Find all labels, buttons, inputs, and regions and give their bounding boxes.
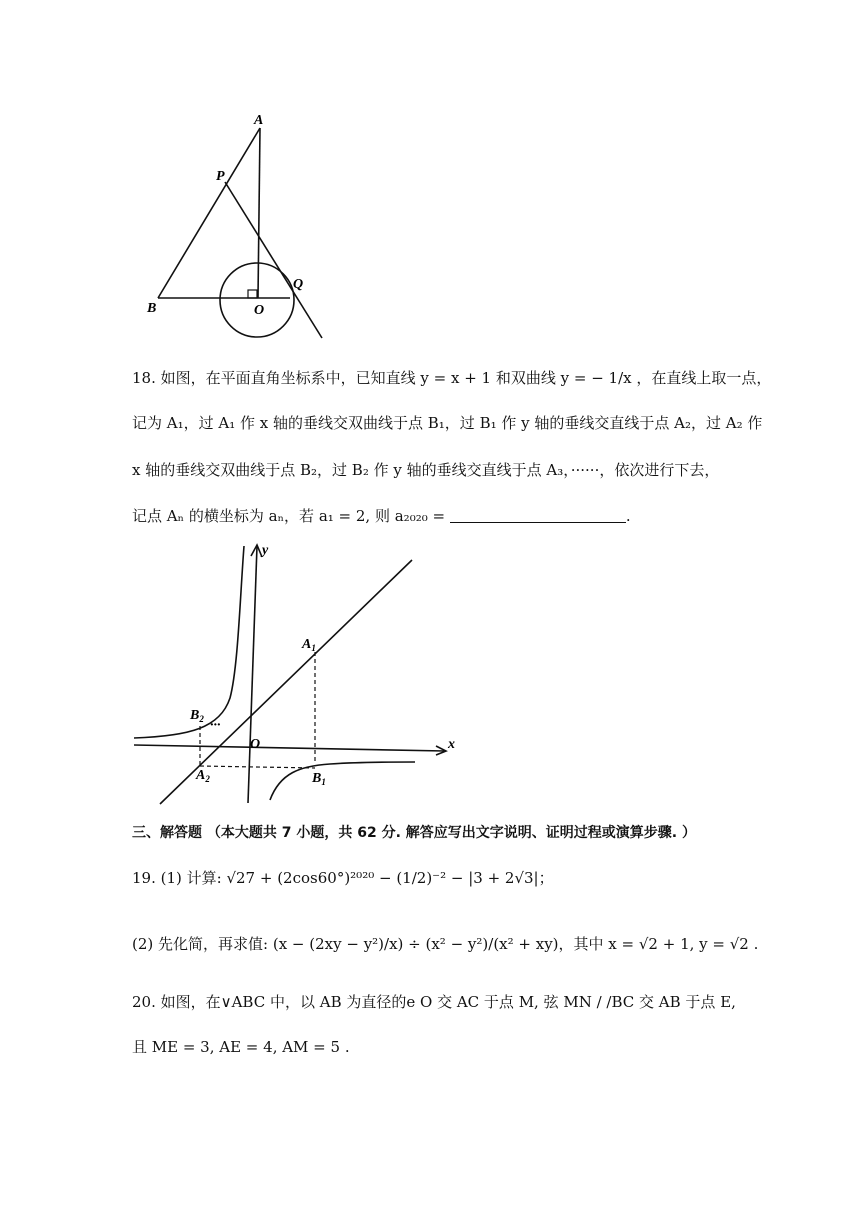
q18-line3: x 轴的垂线交双曲线于点 B₂，过 B₂ 作 y 轴的垂线交直线于点 A₃，······，依次进行下去， — [132, 461, 720, 479]
label-a: A — [254, 113, 264, 128]
label-o: O — [254, 303, 265, 318]
line-pq — [225, 182, 322, 338]
label-a1: $A_1$ — [302, 637, 316, 653]
label-b1: $B_1$ — [312, 771, 326, 787]
figure-triangle-circle — [130, 110, 340, 350]
q18-line4-text: 记点 Aₙ 的横坐标为 aₙ，若 a₁ = 2, 则 a₂₀₂₀ = — [132, 507, 450, 525]
label-origin: O — [250, 737, 261, 752]
q20-line2: 且 ME = 3, AE = 4, AM = 5 . — [132, 1038, 350, 1056]
answer-blank[interactable] — [450, 506, 626, 523]
q18-line4-end: . — [625, 507, 631, 525]
q18-line1: 18. 如图，在平面直角坐标系中，已知直线 y = x + 1 和双曲线 y = − 1/x ，在直线上取一点， — [132, 369, 772, 387]
q18-line2: 记为 A₁，过 A₁ 作 x 轴的垂线交双曲线于点 B₁，过 B₁ 作 y 轴的垂线交直线于点 A₂，过 A₂ 作 — [132, 414, 763, 432]
label-b: B — [147, 301, 157, 316]
dash-a2-b1 — [200, 766, 315, 768]
q18-line4 — [132, 506, 631, 526]
label-a2: $A_2$ — [196, 768, 210, 784]
q19-part1: 19. (1) 计算: √27 + (2cos60°)²⁰²⁰ − (1/2)⁻² − |3 + 2√3|； — [132, 869, 554, 887]
label-b2: $B_2$ — [190, 708, 204, 724]
hyperbola-upper-left — [134, 546, 244, 738]
segment-ao — [258, 128, 260, 298]
x-axis — [134, 745, 445, 751]
label-p: P — [216, 169, 225, 184]
section-3-title: 三、解答题 （本大题共 7 小题，共 62 分. 解答应写出文字说明、证明过程或演算步骤. ） — [132, 825, 696, 841]
label-x: x — [448, 737, 455, 752]
label-q: Q — [293, 277, 304, 292]
right-angle-mark — [248, 290, 257, 298]
figure-coordinate-plane — [130, 538, 460, 808]
label-y: y — [262, 543, 269, 558]
q19-part2: (2) 先化简，再求值: (x − (2xy − y²)/x) ÷ (x² − y²)/(x² + xy)，其中 x = √2 + 1, y = √2 . — [132, 935, 759, 953]
q20-line1: 20. 如图，在∨ABC 中，以 AB 为直径的e O 交 AC 于点 M, 弦 MN / /BC 交 AB 于点 E, — [132, 993, 736, 1011]
y-axis — [248, 546, 257, 803]
label-dots: ··· — [210, 718, 221, 733]
circle-o — [220, 263, 294, 337]
